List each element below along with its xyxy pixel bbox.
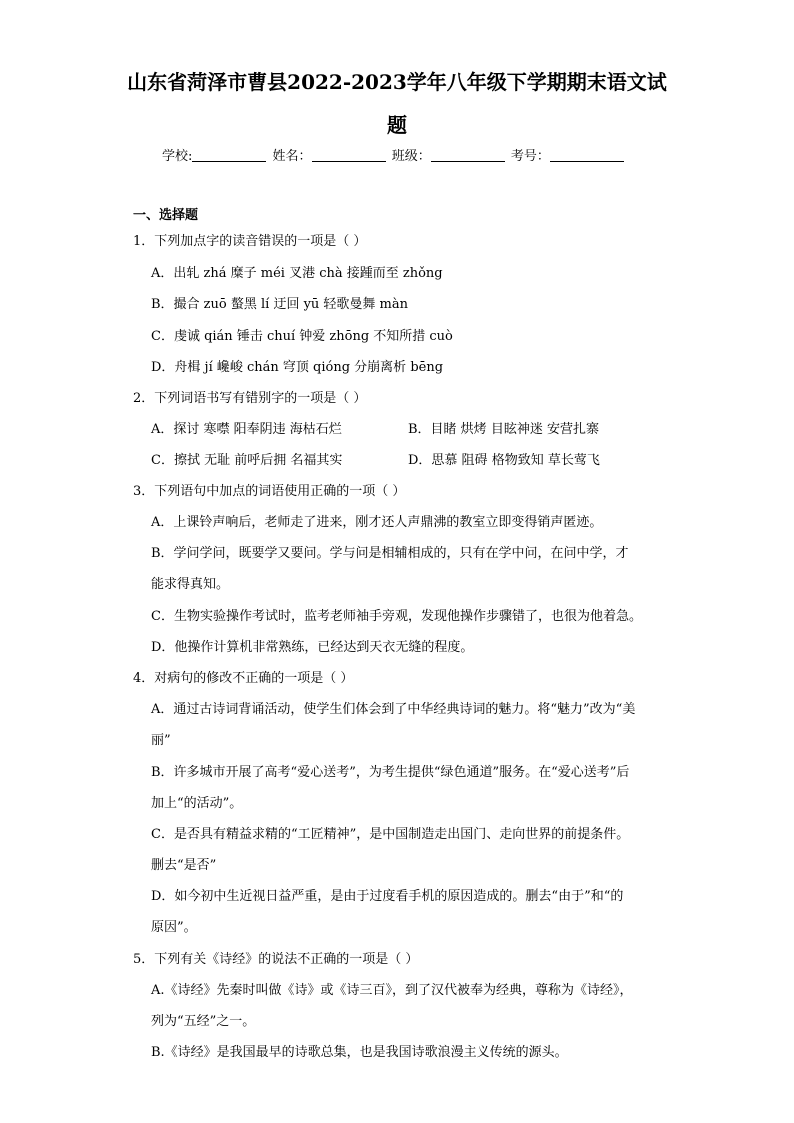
question-2-option-b: B．目睹 烘烤 目眩神迷 安营扎寨 (408, 422, 599, 437)
question-3-option-a: A．上课铃声响后，老师走了进来，刚才还人声鼎沸的教室立即变得销声匿迹。 (151, 515, 603, 530)
class-label: 班级： (391, 149, 431, 164)
question-1-option-c: C．虔诚 qián 锤击 chuí 钟爱 zhōng 不知所措 cuò (151, 329, 453, 344)
question-1-option-d: D．舟楫 jí 巉峻 chán 穹顶 qióng 分崩离析 bēng (151, 360, 444, 375)
question-5-option-a-cont: 列为“五经”之一。 (151, 1014, 256, 1029)
student-info-row (162, 145, 626, 164)
question-3-option-c: C．生物实验操作考试时，监考老师袖手旁观，发现他操作步骤错了，也很为他着急。 (151, 609, 642, 624)
question-5-option-b: B.《诗经》是我国最早的诗歌总集，也是我国诗歌浪漫主义传统的源头。 (151, 1045, 568, 1060)
question-4-option-c: C．是否具有精益求精的“工匠精神”，是中国制造走出国门、走向世界的前提条件。 (151, 827, 630, 842)
class-blank[interactable] (431, 148, 505, 162)
question-4-option-d-cont: 原因”。 (151, 920, 197, 935)
question-4-option-a-cont: 丽” (151, 733, 171, 748)
exam-no-blank[interactable] (550, 148, 624, 162)
question-5-option-a: A.《诗经》先秦时叫做《诗》或《诗三百》，到了汉代被奉为经典，尊称为《诗经》， (151, 983, 633, 998)
question-4-option-b-cont: 加上“的活动”。 (151, 796, 243, 811)
question-2-option-a: A．探讨 寒噤 阳奉阴违 海枯石烂 (151, 422, 342, 437)
question-1-stem: 1．下列加点字的读音错误的一项是（ ） (133, 234, 367, 249)
question-1-option-a: A．出轧 zhá 糜子 méi 叉港 chà 接踵而至 zhǒng (151, 266, 443, 281)
page-title-line2: 题 (387, 113, 407, 137)
question-3-option-b-cont: 能求得真知。 (151, 577, 230, 592)
question-3-option-b: B．学问学问，既要学又要问。学与问是相辅相成的，只有在学中问，在问中学，才 (151, 546, 629, 561)
question-4-option-a: A．通过古诗词背诵活动，使学生们体会到了中华经典诗词的魅力。将“魅力”改为“美 (151, 702, 636, 717)
question-4-option-b: B．许多城市开展了高考“爱心送考”，为考生提供“绿色通道”服务。在“爱心送考”后 (151, 765, 630, 780)
section-heading: 一、选择题 (133, 208, 199, 223)
question-4-option-c-cont: 删去“是否” (151, 858, 217, 873)
school-label: 学校: (162, 149, 193, 164)
question-4-stem: 4．对病句的修改不正确的一项是（ ） (133, 671, 354, 686)
question-4-option-d: D．如今初中生近视日益严重，是由于过度看手机的原因造成的。删去“由于”和“的 (151, 889, 624, 904)
question-2-option-c: C．擦拭 无耻 前呼后拥 名福其实 (151, 453, 343, 468)
question-1-option-b: B．撮合 zuō 螯黑 lí 迂回 yū 轻歌曼舞 màn (151, 297, 409, 312)
page-title-line1: 山东省菏泽市曹县2022-2023学年八年级下学期期末语文试 (127, 70, 667, 94)
question-3-stem: 3．下列语句中加点的词语使用正确的一项（ ） (133, 484, 406, 499)
question-2-option-d: D．思慕 阻碍 格物致知 草长莺飞 (408, 453, 600, 468)
exam-no-label: 考号： (510, 149, 550, 164)
name-blank[interactable] (312, 148, 386, 162)
question-2-stem: 2．下列词语书写有错别字的一项是（ ） (133, 391, 367, 406)
question-5-stem: 5．下列有关《诗经》的说法不正确的一项是（ ） (133, 952, 419, 967)
school-blank[interactable] (192, 148, 266, 162)
name-label: 姓名： (272, 149, 312, 164)
question-3-option-d: D．他操作计算机非常熟练，已经达到天衣无缝的程度。 (151, 640, 474, 655)
